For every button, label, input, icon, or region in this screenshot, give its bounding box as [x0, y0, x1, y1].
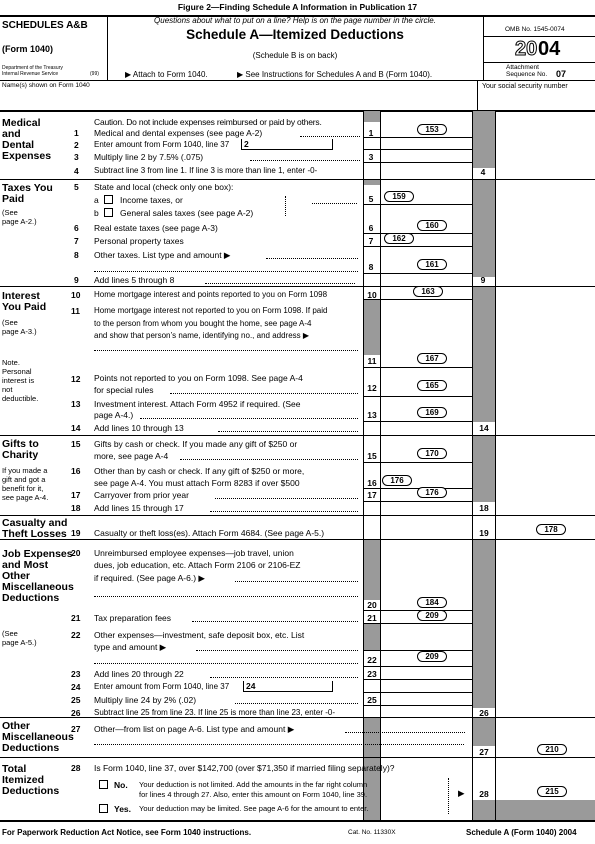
section-interest: Interest You Paid: [2, 290, 47, 313]
form-label: (Form 1040): [2, 44, 54, 54]
line-3-text: Multiply line 2 by 7.5% (.075): [94, 152, 204, 162]
line-24-input[interactable]: [243, 681, 333, 692]
page-circle: 170: [417, 448, 447, 459]
caution-text: Caution. Do not include expenses reimbursed or paid by others.: [94, 117, 322, 127]
box-num: 27: [479, 747, 489, 757]
box-num: 21: [367, 613, 377, 623]
page-circle: 153: [417, 124, 447, 135]
line-10-text: Home mortgage interest and points reported to you on Form 1098: [94, 290, 328, 299]
cat-number: Cat. No. 11330X: [348, 829, 396, 836]
line-27-text: Other—from list on page A-6. List type and amount ▶: [94, 724, 295, 734]
page-circle: 178: [536, 524, 566, 535]
line-num: 26: [71, 708, 81, 718]
box-num: 28: [479, 789, 489, 799]
page-circle: 184: [417, 597, 447, 608]
line-2-input[interactable]: [241, 139, 333, 150]
box-num: 26: [479, 708, 489, 718]
yes-checkbox[interactable]: [99, 804, 108, 813]
line-14-text: Add lines 10 through 13: [94, 423, 184, 433]
option-b: b: [94, 208, 99, 218]
line-num: 7: [74, 236, 79, 246]
page-circle: 176: [417, 487, 447, 498]
box-num: 16: [367, 478, 377, 488]
form-title: Schedule A—Itemized Deductions: [186, 27, 404, 42]
questions-note: Questions about what to put on a line? Help is on the page number in the circle.: [154, 16, 436, 25]
attach-note: ▶ Attach to Form 1040.: [125, 70, 208, 79]
line-20-text-c: if required. (See page A-6.) ▶: [94, 573, 205, 583]
line-6-text: Real estate taxes (see page A-3): [94, 223, 218, 233]
box-num: 17: [367, 490, 377, 500]
line-num: 22: [71, 630, 81, 640]
line-2-text: Enter amount from Form 1040, line 37: [94, 140, 230, 149]
line-11-text-b: to the person from whom you bought the home, see page A-4: [94, 319, 312, 328]
line-num: 4: [74, 166, 79, 176]
irs-label: Internal Revenue Service: [2, 71, 59, 77]
box-num: 8: [368, 262, 374, 272]
line-num: 5: [74, 182, 79, 192]
box-num: 14: [479, 423, 489, 433]
box-num: 7: [368, 236, 374, 246]
sequence-label: Sequence No.: [506, 71, 548, 78]
line-12-text-b: for special rules: [94, 385, 154, 395]
line-num: 25: [71, 695, 81, 705]
line-19-text: Casualty or theft loss(es). Attach Form 4684. (See page A-5.): [94, 528, 325, 538]
page-circle: 210: [537, 744, 567, 755]
section-job: Job Expenses and Most Other Miscellaneous Deductions: [2, 548, 74, 604]
line-num: 1: [74, 128, 79, 138]
line-1-text: Medical and dental expenses (see page A-2): [94, 128, 263, 138]
line-24-text: Enter amount from Form 1040, line 37: [94, 682, 230, 691]
line-17-text: Carryover from prior year: [94, 490, 189, 500]
no-text-a: Your deduction is not limited. Add the amounts in the far right column: [139, 780, 368, 789]
box-num: 6: [368, 223, 374, 233]
line-15-text-b: more, see page A-4: [94, 451, 169, 461]
line-num: 12: [71, 374, 81, 384]
page-circle: 165: [417, 380, 447, 391]
page-circle: 160: [417, 220, 447, 231]
section-casualty: Casualty and Theft Losses: [2, 517, 68, 540]
box-num: 9: [480, 275, 486, 285]
section-gifts: Gifts to Charity: [2, 438, 39, 461]
line-9-text: Add lines 5 through 8: [94, 275, 175, 285]
page-circle: 162: [384, 233, 414, 244]
page-circle: 163: [413, 286, 443, 297]
box-num: 25: [367, 695, 377, 705]
line-num: 21: [71, 613, 81, 623]
line-num: 13: [71, 399, 81, 409]
box-num: 19: [479, 528, 489, 538]
page-circle: 159: [384, 191, 414, 202]
interest-note-personal: Note. Personal interest is not deductible.: [2, 358, 39, 403]
omb-number: OMB No. 1545-0074: [505, 26, 565, 33]
schedules-label: SCHEDULES A&B: [2, 20, 88, 31]
line-5a-text: Income taxes, or: [120, 195, 183, 205]
line-4-text: Subtract line 3 from line 1. If line 3 is more than line 1, enter -0-: [94, 166, 318, 175]
line-num: 19: [71, 528, 81, 538]
yes-text: Your deduction may be limited. See page A-6 for the amount to enter.: [139, 804, 369, 813]
page-circle: 209: [417, 651, 447, 662]
line-20-text-a: Unreimbursed employee expenses—job travel, union: [94, 548, 294, 558]
line-16-text-a: Other than by cash or check. If any gift of $250 or more,: [94, 466, 305, 476]
income-tax-checkbox[interactable]: [104, 195, 113, 204]
box-num: 23: [367, 669, 377, 679]
line-13-text-b: page A-4.): [94, 410, 134, 420]
section-medical: Medical and Dental Expenses: [2, 117, 52, 162]
line-22-text-b: type and amount ▶: [94, 642, 167, 652]
line-num: 28: [71, 763, 81, 773]
section-total: Total Itemized Deductions: [2, 763, 60, 797]
line-16-text-b: see page A-4. You must attach Form 8283 if over $500: [94, 478, 300, 488]
line-num: 2: [74, 140, 79, 150]
line-num: 23: [71, 669, 81, 679]
box-num: 4: [480, 167, 486, 177]
paperwork-notice: For Paperwork Reduction Act Notice, see Form 1040 instructions.: [2, 828, 252, 837]
code-label: (99): [90, 71, 99, 77]
line-num: 17: [71, 490, 81, 500]
section-other: Other Miscellaneous Deductions: [2, 720, 74, 754]
no-label: No.: [114, 780, 128, 790]
line-13-text-a: Investment interest. Attach Form 4952 if required. (See: [94, 399, 301, 409]
box-num: 12: [367, 383, 377, 393]
line-num: 27: [71, 724, 81, 734]
no-text-b: for lines 4 through 27. Also, enter this amount on Form 1040, line 39.: [139, 790, 368, 799]
gifts-note: If you made a gift and got a benefit for it, see page A-4.: [2, 466, 49, 502]
figure-caption: Figure 2—Finding Schedule A Information in Publication 17: [177, 2, 418, 12]
line-num: 16: [71, 466, 81, 476]
page-circle: 169: [417, 407, 447, 418]
line-28-text: Is Form 1040, line 37, over $142,700 (over $71,350 if married filing separately)?: [94, 763, 395, 773]
line-num: 18: [71, 503, 81, 513]
line-23-text: Add lines 20 through 22: [94, 669, 184, 679]
box-num: 5: [368, 194, 374, 204]
arrow-icon: ▶: [458, 788, 465, 798]
instructions-note: ▶ See Instructions for Schedules A and B (Form 1040).: [237, 70, 433, 79]
option-a: a: [94, 195, 99, 205]
line-num: 9: [74, 275, 79, 285]
form-subtitle: (Schedule B is on back): [252, 51, 338, 60]
line-7-text: Personal property taxes: [94, 236, 184, 246]
line-8-text: Other taxes. List type and amount ▶: [94, 250, 231, 260]
ssn-label: Your social security number: [482, 83, 568, 90]
taxes-note: (See page A-2.): [2, 208, 37, 226]
box-num: 18: [479, 503, 489, 513]
line-num: 11: [71, 306, 80, 316]
line-num: 10: [71, 290, 81, 300]
line-num: 15: [71, 439, 81, 449]
line-5b-text: General sales taxes (see page A-2): [120, 208, 254, 218]
section-taxes: Taxes You Paid: [2, 182, 53, 205]
line-11-text-c: and show that person’s name, identifying no., and address ▶: [94, 331, 310, 340]
box-num: 24: [246, 681, 256, 691]
box-num: 10: [367, 290, 377, 300]
page-circle: 176: [382, 475, 412, 486]
line-num: 6: [74, 223, 79, 233]
page-circle: 167: [417, 353, 447, 364]
page-circle: 161: [417, 259, 447, 270]
line-5-text: State and local (check only one box):: [94, 182, 234, 192]
dept-label: Department of the Treasury: [2, 65, 63, 71]
year-outline: 20: [515, 38, 538, 60]
no-checkbox[interactable]: [99, 780, 108, 789]
yes-label: Yes.: [114, 804, 132, 814]
job-note: (See page A-5.): [2, 629, 37, 647]
line-18-text: Add lines 15 through 17: [94, 503, 184, 513]
box-num: 1: [368, 128, 374, 138]
box-num: 2: [244, 139, 249, 149]
line-15-text-a: Gifts by cash or check. If you made any gift of $250 or: [94, 439, 298, 449]
schedule-footer: Schedule A (Form 1040) 2004: [466, 828, 577, 837]
line-21-text: Tax preparation fees: [94, 613, 172, 623]
page-circle: 215: [537, 786, 567, 797]
year-solid: 04: [538, 38, 561, 60]
line-26-text: Subtract line 25 from line 23. If line 25 is more than line 23, enter -0-: [94, 708, 336, 717]
sales-tax-checkbox[interactable]: [104, 208, 113, 217]
box-num: 15: [367, 451, 377, 461]
interest-note: (See page A-3.): [2, 318, 37, 336]
line-12-text-a: Points not reported to you on Form 1098. See page A-4: [94, 373, 303, 383]
line-25-text: Multiply line 24 by 2% (.02): [94, 695, 197, 705]
name-label: Name(s) shown on Form 1040: [2, 82, 90, 89]
line-11-text-a: Home mortgage interest not reported to you on Form 1098. If paid: [94, 306, 328, 315]
line-num: 8: [74, 250, 79, 260]
page-circle: 209: [417, 610, 447, 621]
box-num: 13: [367, 410, 377, 420]
line-num: 3: [74, 152, 79, 162]
attachment-label: Attachment: [506, 64, 539, 71]
line-num: 20: [71, 548, 81, 558]
box-num: 20: [367, 600, 377, 610]
box-num: 3: [368, 152, 374, 162]
box-num: 22: [367, 655, 377, 665]
line-22-text-a: Other expenses—investment, safe deposit box, etc. List: [94, 630, 305, 640]
sequence-number: 07: [556, 69, 567, 79]
box-num: 11: [367, 356, 377, 366]
line-num: 14: [71, 423, 81, 433]
line-20-text-b: dues, job education, etc. Attach Form 2106 or 2106-EZ: [94, 560, 301, 570]
line-num: 24: [71, 682, 81, 692]
